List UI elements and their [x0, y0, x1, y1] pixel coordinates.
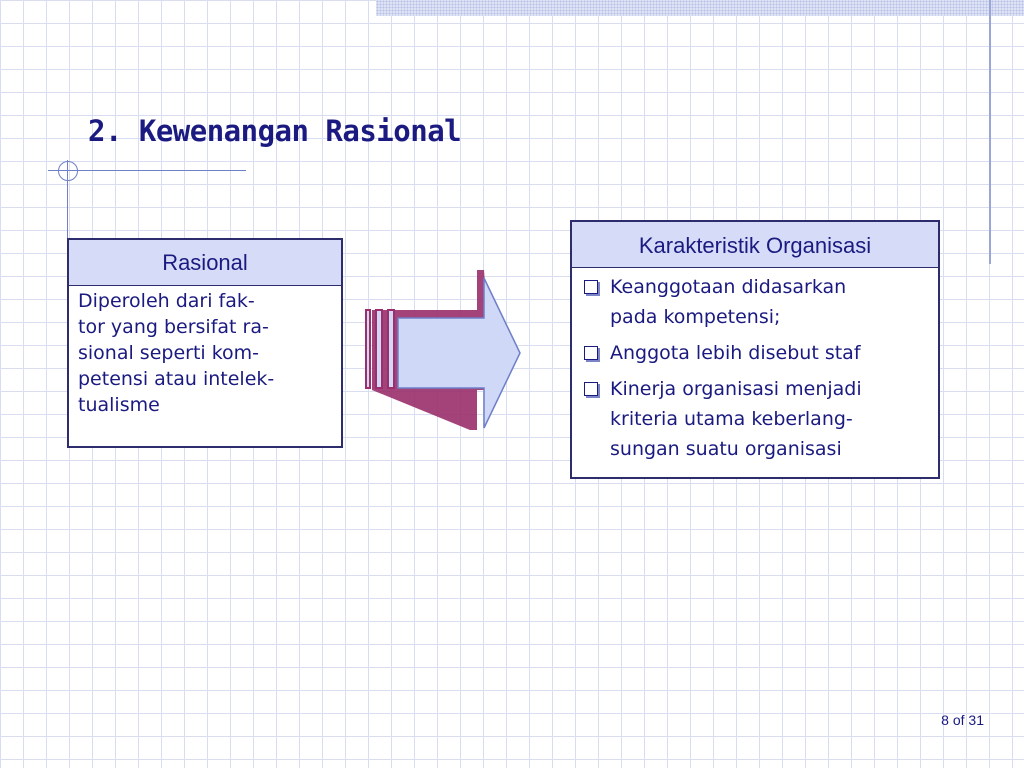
karakteristik-list	[572, 268, 938, 464]
rasional-box-body: Diperoleh dari fak- tor yang bersifat ra- sional seperti kom- petensi atau intelek- tualisme	[78, 290, 275, 416]
arrow-stripe-2	[376, 310, 382, 388]
list-item	[582, 338, 932, 368]
crosshair-circle-icon	[58, 161, 78, 181]
list-item	[582, 272, 932, 332]
top-decorative-band	[376, 0, 1024, 16]
rasional-box-header: Rasional	[69, 240, 341, 286]
page-number: 8 of 31	[941, 712, 984, 728]
karakteristik-box-header: Karakteristik Organisasi	[572, 222, 938, 268]
right-arrow-icon	[362, 268, 524, 432]
list-item-text: Anggota lebih disebut staf	[610, 342, 861, 364]
slide-title: 2. Kewenangan Rasional	[88, 114, 462, 148]
list-item	[582, 374, 932, 464]
rasional-box	[67, 238, 343, 448]
list-item-text: Keanggotaan didasarkan pada kompetensi;	[610, 276, 847, 328]
hollow-square-bullet-icon	[584, 346, 598, 360]
hollow-square-bullet-icon	[584, 280, 598, 294]
karakteristik-box	[570, 220, 940, 479]
hollow-square-bullet-icon	[584, 382, 598, 396]
right-vertical-rule	[989, 0, 991, 264]
list-item-text: Kinerja organisasi menjadi kriteria utama keberlang- sungan suatu organisasi	[610, 378, 862, 460]
arrow-stripe-3	[388, 310, 394, 388]
arrow-stripe-1	[366, 310, 370, 388]
